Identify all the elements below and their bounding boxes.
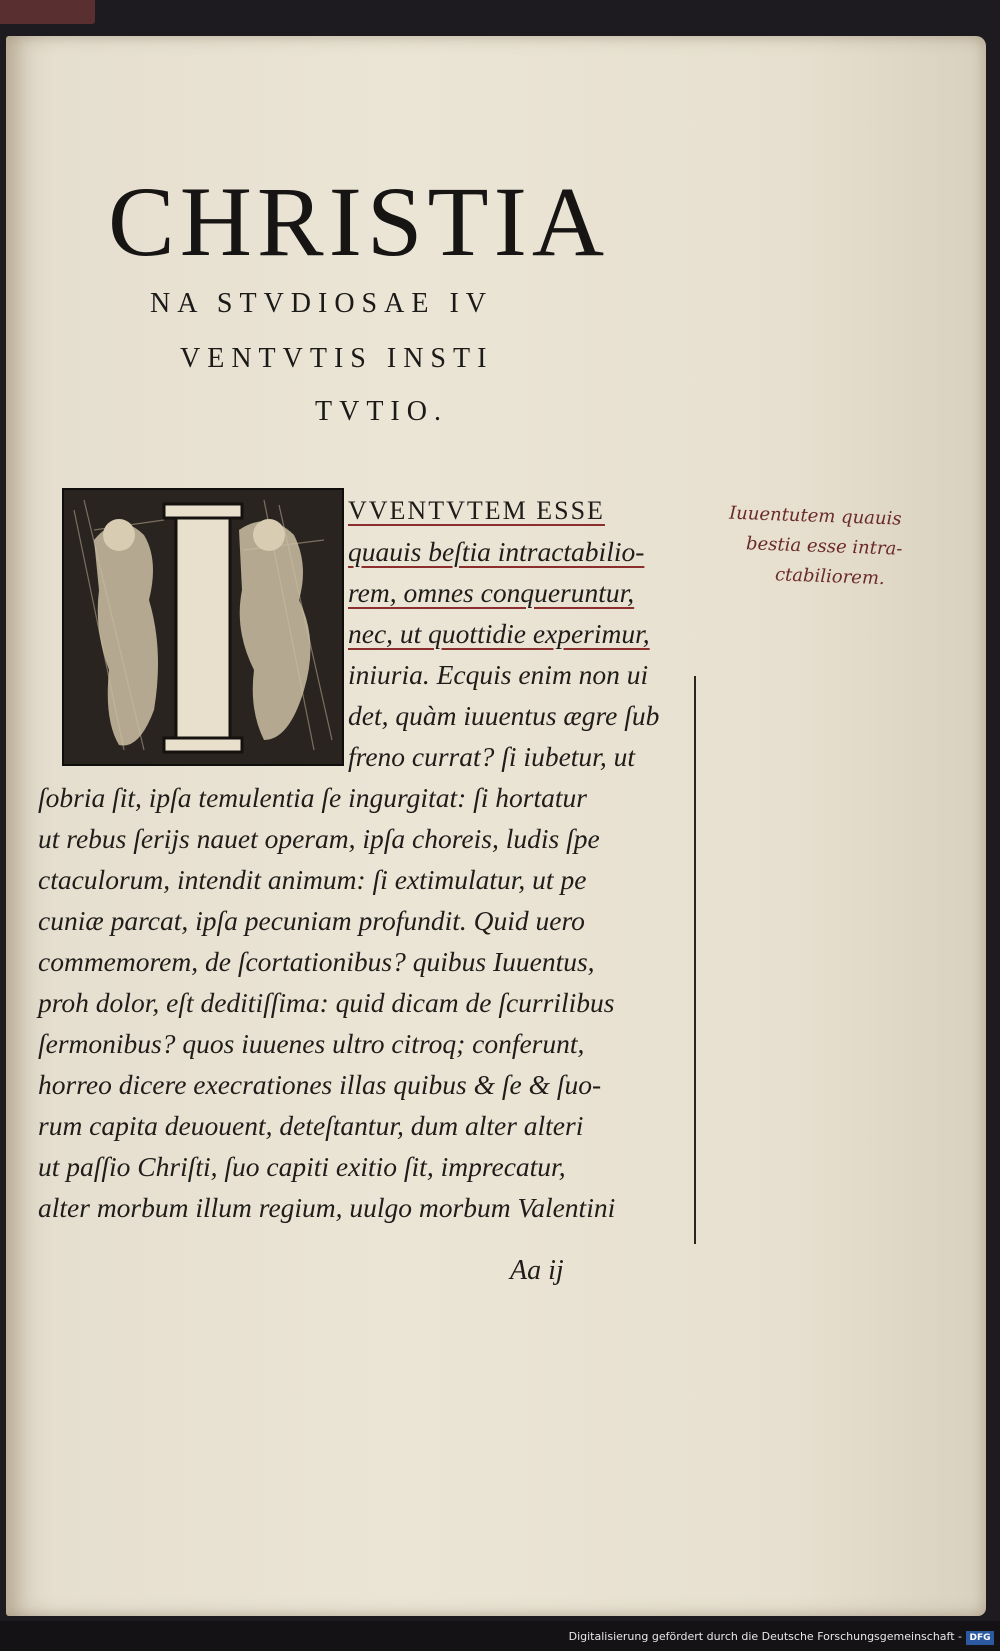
page-title: CHRISTIA bbox=[108, 166, 610, 277]
body-line: rum capita deuouent, deteſtantur, dum alter alteri bbox=[38, 1110, 584, 1141]
body-line: freno currat? ſi iubetur, ut bbox=[348, 741, 635, 772]
body-line: rem, omnes conqueruntur, bbox=[348, 577, 635, 608]
title-line-1: NA STVDIOSAE IV bbox=[150, 288, 493, 319]
body-line: proh dolor, eſt deditiſſima: quid dicam de ſcurrilibus bbox=[38, 987, 615, 1018]
body-line: ſobria ſit, ipſa temulentia ſe ingurgitat: ſi hortatur bbox=[38, 782, 587, 813]
body-line: VVENTVTEM ESSE bbox=[348, 496, 605, 525]
handwritten-margin-note bbox=[727, 499, 980, 598]
body-line: quauis beſtia intractabilio- bbox=[348, 536, 645, 567]
body-line: iniuria. Ecquis enim non ui bbox=[348, 659, 649, 690]
title-line-2: VENTVTIS INSTI bbox=[180, 343, 494, 374]
footer-credit: Digitalisierung gefördert durch die Deutsche Forschungsgemeinschaft - bbox=[568, 1630, 962, 1643]
title-line-3: TVTIO. bbox=[315, 396, 448, 427]
body-line: alter morbum illum regium, uulgo morbum Valentini bbox=[38, 1192, 616, 1223]
margin-note-line: bestia esse intra- bbox=[745, 533, 903, 560]
margin-note-line: ctabiliorem. bbox=[774, 564, 886, 590]
body-line: ut paſſio Chriſti, ſuo capiti exitio ſit, imprecatur, bbox=[38, 1151, 566, 1182]
margin-bracket bbox=[688, 676, 696, 1244]
signature-mark: Aa ij bbox=[510, 1255, 564, 1286]
body-line: ſermonibus? quos iuuenes ultro citroq; conferunt, bbox=[38, 1028, 585, 1059]
body-line: ut rebus ſerijs nauet operam, ipſa choreis, ludis ſpe bbox=[38, 823, 600, 854]
body-line: horreo dicere execrationes illas quibus & ſe & ſuo- bbox=[38, 1069, 602, 1100]
body-line: nec, ut quottidie experimur, bbox=[348, 618, 650, 649]
body-line: cuniæ parcat, ipſa pecuniam profundit. Quid uero bbox=[38, 905, 585, 936]
red-tab-strip bbox=[0, 0, 95, 24]
footer-bar bbox=[0, 1621, 1000, 1651]
body-line: commemorem, de ſcortationibus? quibus Iuuentus, bbox=[38, 946, 595, 977]
body-line: ctaculorum, intendit animum: ſi extimulatur, ut pe bbox=[38, 864, 587, 895]
margin-note-line: Iuuentutem quauis bbox=[728, 502, 902, 530]
dfg-logo-icon: DFG bbox=[966, 1631, 994, 1645]
body-line: det, quàm iuuentus ægre ſub bbox=[348, 700, 660, 731]
body-text bbox=[38, 490, 688, 1228]
